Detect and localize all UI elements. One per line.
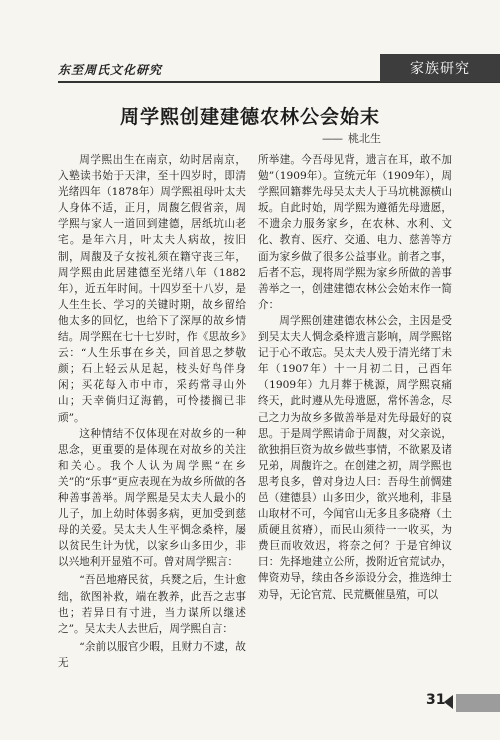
paragraph: 所举建。今吾母见背，遗言在耳，敢不加勉”（1909年）。宣统元年（1909年），周学熙回籍葬先母吴太夫人于马坑桃源横山坂。自此时始，周学熙为遵循先母遗愿，不遗余力服务家乡，在农林、水利、文化、教育、医疗、交通、电力、慈善等方面为家乡做了很多公益事业。前者之事，后者不忘，现将周学熙为家乡所做的善事善举之一，创建建德农林公会始末作一简介： [258, 154, 452, 311]
paragraph: 这种情结不仅体现在对故乡的一种思念，更重要的是体现在对故乡的关注和关心。我个人认为周学熙“在乡关”的“乐事”更应表现在为故乡所做的各种善事善举。周学熙是吴太夫人最小的儿子，加上幼时体弱多病，更加受到慈母的关爱。吴太夫人生平惆念桑梓，屡以贫民生计为忧，以家乡山多田少，非以兴地利开显殖不可。曾对周学熙言： [58, 427, 246, 569]
right-column [258, 152, 452, 692]
section-tab: 家族研究 [380, 54, 500, 82]
paragraph: 周学熙出生在南京，幼时居南京，入塾读书始于天津，至十四岁时，即清光绪四年（1878年）周学熙祖母叶太夫人身体不适，正月，周馥乞假省亲，周学熙与家人一道回到建德，居纸坑山老宅。是年六月，叶太夫人病故，按旧制，周馥及子女按礼须在籍守丧三年，周学熙由此居建德至光绪八年（1882年），近五年时间。十四岁至十八岁，是人生生长、学习的关键时期，故乡留给他太多的回忆，也给下了深厚的故乡情结。周学熙在七十七岁时，作《思故乡》云：“人生乐事在乡关，回首思之梦敬颜；石上轻云从足起，枝头好鸟伴身闲；买花每入市中市，采药常寻山外山；天幸倘归辽海鹤，可怜搂搁已非顽”。 [58, 154, 246, 424]
journal-series-title: 东至周氏文化研究 [58, 63, 163, 77]
left-column [58, 152, 246, 692]
article-title: 周学熙创建建德农林公会始末 [119, 106, 380, 128]
paragraph: 周学熙创建建德农林公会，主因是受到吴太夫人惆念桑梓遗言影响，周学熙铭记于心不敢忘。吴太夫人殁于清光绪丁未年（1907年）十一月初二日，己酉年（1909年）九月葬于桃源，周学熙哀痛终天，此时遵从先母遗愿，常怀善念，尽己之力为故乡多做善举是对先母最好的哀思。于是周学熙请命于周馥，对父亲说，欲独捐巨资为故乡做些事情，不欲累及诸兄弟，周馥许之。在创建之初，周学熙也思考良多，曾对身边人曰：吾母生前惆建邑（建德县）山多田少，欲兴地利，非垦山取材不可，今闻官山无多且多硗瘠（土质硬且贫瘠），而民山须待一一收买，为费巨而收效迟，将奈之何？于是官绅议曰：先择地建立公所，拨附近官荒试办，俾资劝导，续由各乡添设分会，推选绅士劝导，无论官荒、民荒概催垦殖，可以 [258, 314, 452, 601]
paragraph: “吾邑地瘠民贫，兵燹之后，生计愈绌，欲图补救，端在教养，此吾之志事也；若异日有寸进，当力谋所以继述之”。吴太夫人去世后，周学熙自言： [58, 574, 246, 635]
article-byline [322, 130, 381, 146]
page-arrow-icon [444, 695, 453, 709]
byline-dash: —— [322, 132, 342, 145]
page-number: 31 [426, 692, 446, 708]
page-header [0, 54, 500, 84]
footer-bar [456, 694, 500, 712]
paragraph: “余前以服官少暇，且财力不逮，故无 [58, 640, 246, 669]
author-name: 桃北生 [348, 132, 381, 145]
